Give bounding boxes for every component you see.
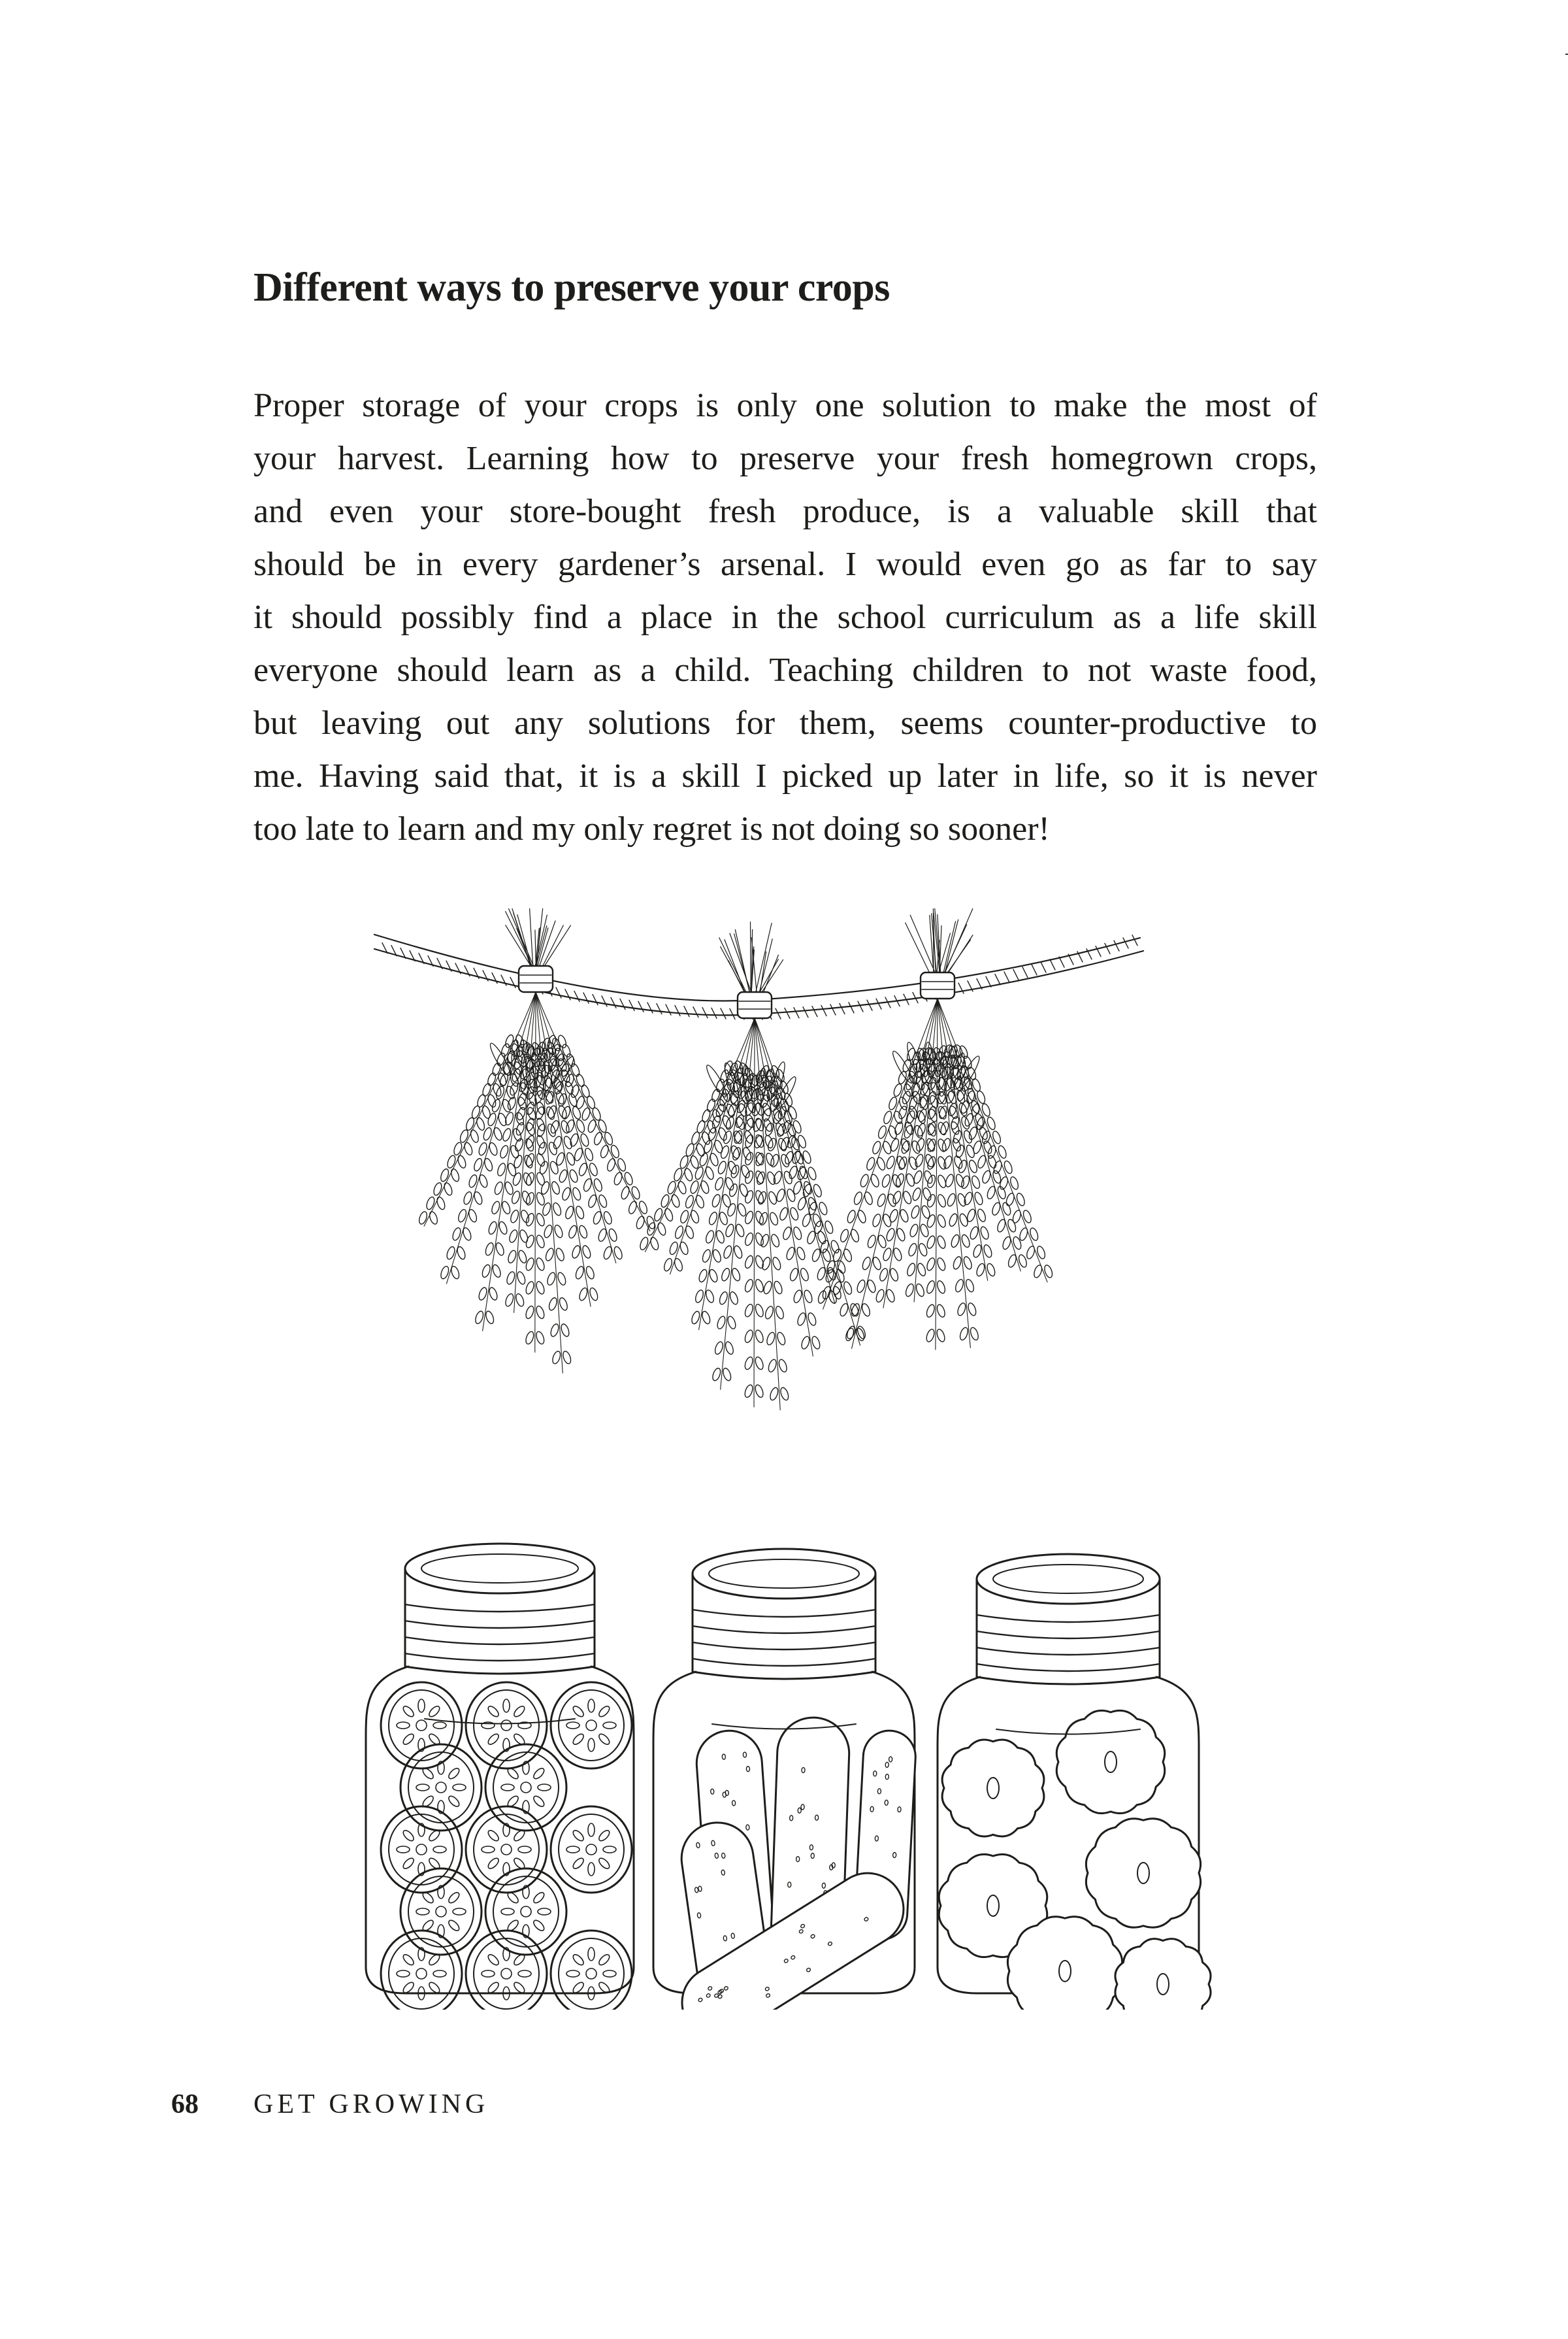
tomato-slice bbox=[381, 1931, 462, 2010]
page-footer bbox=[0, 2089, 1568, 2128]
tomato-slice bbox=[381, 1682, 462, 1768]
tomato-slice bbox=[551, 1682, 632, 1768]
pattypan-squash bbox=[1007, 1917, 1122, 2010]
tomato-slice bbox=[400, 1744, 482, 1831]
page-number: 68 bbox=[171, 2089, 199, 2119]
pattypan-squash-jar bbox=[938, 1554, 1211, 2010]
body-line: but leaving out any solutions for them, seems counter-productive to bbox=[253, 705, 1317, 742]
body-line: everyone should learn as a child. Teaching children to not waste food, bbox=[253, 652, 1317, 689]
tomato-slice bbox=[466, 1931, 547, 2010]
pattypan-squash bbox=[1115, 1939, 1211, 2010]
pickles-jar bbox=[653, 1549, 917, 2010]
lavender-bundle bbox=[639, 922, 867, 1410]
tomato-slice bbox=[485, 1744, 566, 1831]
pattypan-squash bbox=[942, 1740, 1044, 1836]
body-line: and even your store-bought fresh produce, is a valuable skill that bbox=[253, 493, 1317, 530]
section-heading: Different ways to preserve your crops bbox=[253, 265, 890, 310]
lavender-bundles-drying-icon bbox=[363, 908, 1156, 1451]
tomato-slice bbox=[466, 1682, 547, 1768]
pattypan-squash bbox=[1056, 1710, 1165, 1813]
lavender-bundle bbox=[817, 908, 1054, 1350]
tomato-slice bbox=[381, 1806, 462, 1893]
body-line: it should possibly find a place in the school curriculum as a life skill bbox=[253, 599, 1317, 636]
scan-speck bbox=[1565, 54, 1568, 55]
pattypan-squash bbox=[1086, 1819, 1200, 1927]
body-line: too late to learn and my only regret is not doing so sooner! bbox=[253, 810, 1050, 848]
tomato-slice bbox=[400, 1868, 482, 1955]
tomato-slices-jar bbox=[366, 1544, 634, 2010]
body-line: Proper storage of your crops is only one solution to make the most of bbox=[253, 387, 1317, 424]
tomato-slice bbox=[466, 1806, 547, 1893]
preserve-jars-icon bbox=[353, 1533, 1248, 2010]
body-line: should be in every gardener’s arsenal. I would even go as far to say bbox=[253, 546, 1317, 583]
body-line: me. Having said that, it is a skill I picked up later in life, so it is never bbox=[253, 757, 1317, 795]
tomato-slice bbox=[551, 1806, 632, 1893]
running-head: GET GROWING bbox=[253, 2089, 489, 2119]
lavender-bundle bbox=[417, 908, 656, 1373]
body-line: your harvest. Learning how to preserve your fresh homegrown crops, bbox=[253, 440, 1317, 477]
tomato-slice bbox=[551, 1931, 632, 2010]
body-paragraph bbox=[253, 379, 1317, 855]
tomato-slice bbox=[485, 1868, 566, 1955]
